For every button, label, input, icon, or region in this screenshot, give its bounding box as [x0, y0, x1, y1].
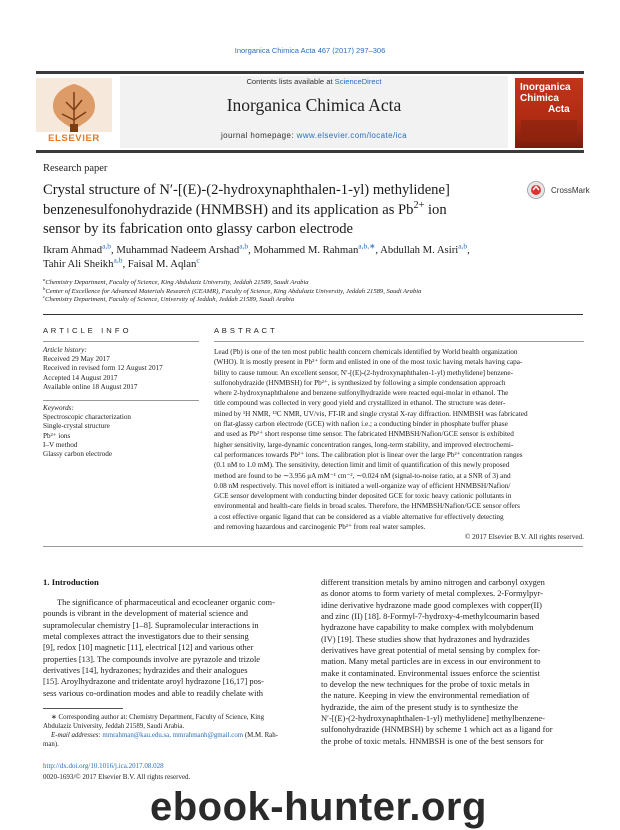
intro-heading: 1. Introduction: [43, 577, 99, 587]
abstract-line: cal performances towards Pb²⁺ ions. The calibration plot is linear over the large Pb²⁺ concentration ranges: [214, 450, 523, 459]
crossmark-label: CrossMark: [551, 185, 590, 195]
abstract-copyright: © 2017 Elsevier B.V. All rights reserved.: [464, 533, 584, 542]
author-sep: ,: [375, 244, 381, 256]
keyword-item: Pb²⁺ ions: [43, 431, 71, 440]
title-line-2a: benzenesulfonohydrazide (HNMBSH) and its application as Pb: [43, 201, 414, 218]
doi-link[interactable]: http://dx.doi.org/10.1016/j.ica.2017.08.028: [43, 762, 164, 770]
abstract-line: and used as Pb²⁺ short response time sensor. The fabricated HNMBSH/Nafion/GCE sensor is exhibited: [214, 430, 514, 439]
author-aff[interactable]: a,b: [458, 241, 468, 251]
abstract-line: GCE sensor development with conducting binder deposited GCE for toxic heavy cationic pollutants in: [214, 492, 512, 501]
intro-line: properties [13]. The compounds involve are pyrazole and trizole: [43, 653, 261, 664]
intro-right-column: [321, 577, 585, 747]
abstract-line: on flat-glassy carbon electrode (GCE) with nafion i.e.; a conducting binder in phosphate buffer phase: [214, 420, 508, 429]
author-aff[interactable]: a,b: [113, 255, 123, 265]
affiliation-letter: a: [43, 276, 46, 282]
homepage-link[interactable]: www.elsevier.com/locate/ica: [296, 131, 408, 140]
intro-line: [9], redox [10] magnetic [11], electrical [12] and various other: [43, 642, 254, 653]
journal-name: Inorganica Chimica Acta: [226, 95, 402, 115]
author-name[interactable]: Ikram Ahmad: [43, 244, 103, 256]
contents-prefix: Contents lists available at: [246, 77, 335, 86]
intro-line: [15]. Aroylhydrazone and tridentate aroyl hydrazone [16,17] pos-: [43, 676, 264, 687]
footnote-email-2: man).: [43, 741, 59, 748]
keyword-item: I–V method: [43, 440, 78, 449]
intro-line: different transition metals by amino nitrogen and carbonyl oxygen: [321, 577, 545, 587]
email-suffix: (M.M. Rah-: [243, 732, 278, 739]
crossmark-badge[interactable]: [527, 181, 590, 199]
affiliation-text: Chemistry Department, Faculty of Science, University of Jeddah, Jeddah 21589, Saudi Arabia: [45, 296, 295, 304]
contents-line: [120, 77, 508, 86]
article-info-heading: A R T I C L E I N F O: [43, 326, 130, 335]
intro-line: pounds is vibrant in the development of material science and: [43, 608, 249, 619]
article-info-rule: [43, 341, 199, 342]
history-item: Available online 18 August 2017: [43, 382, 138, 391]
intro-line: mation. Many metal particles are in excess in our environment to: [321, 656, 541, 667]
homepage-line: [120, 131, 508, 140]
keyword-item: Single-crystal structure: [43, 422, 110, 431]
intro-line: derivatives [14], hydrazones; hydrazides and their analogues: [43, 665, 248, 676]
affiliation-text: Center of Excellence for Advanced Materials Research (CEAMR), Faculty of Science, King Abdulaziz University, Jeddah 21589, Saudi Arabia: [45, 287, 422, 295]
author-list: [43, 243, 583, 271]
article-history: [43, 346, 199, 392]
title-line-2: [43, 201, 513, 221]
keyword-item: Spectroscopic characterization: [43, 413, 132, 422]
intro-line: make it contaminated. Environmental issues enforce the scientist: [321, 667, 540, 678]
email-prefix: E-mail addresses:: [51, 732, 103, 739]
article-type: Research paper: [43, 163, 108, 174]
author-sep: ,: [111, 244, 117, 256]
intro-line: supramolecular chemistry [1–8]. Supramolecular interactions in: [43, 619, 259, 630]
author-aff[interactable]: a,b: [102, 241, 111, 251]
issn-line: 0020-1693/© 2017 Elsevier B.V. All rights reserved.: [43, 773, 191, 781]
abstract-body: [214, 347, 584, 543]
abstract-rule: [214, 341, 584, 342]
intro-line: metal complexes attract the investigators due to their sensing: [43, 631, 249, 642]
intro-line: idine derivative hydrazone made good complexes with copper(II): [321, 599, 542, 610]
header-top-bar: [36, 71, 584, 74]
publisher-name: ELSEVIER: [48, 133, 100, 144]
footnote-rule: [43, 708, 123, 709]
intro-line: derivatives have great potential of metal sensing by complex for-: [321, 645, 541, 656]
abstract-line: title compound was collected in very good yield and crystallized in ethanol. The structure was deter-: [214, 399, 506, 408]
author-line-1: [43, 243, 583, 257]
intro-line: The significance of pharmaceutical and ecocleaner organic com-: [57, 597, 275, 607]
email-links[interactable]: mmrahman@kau.edu.sa, mmrahmanh@gmail.com: [102, 732, 244, 739]
affiliation-item: [43, 285, 583, 297]
author-aff[interactable]: a,b: [239, 241, 249, 251]
cover-graphic: [521, 120, 577, 142]
abstract-line: mined by ¹H NMR, ¹³C NMR, UV/vis, FT-IR and single crystal X-ray diffraction. HNMBSH was fabricated: [214, 409, 528, 418]
author-sep: ,: [122, 258, 128, 270]
abstract-line: environmental and health-care fields in broad scales. Therefore, the HNMBSH/Nafion/GCE sensor offers: [214, 502, 520, 511]
header-bottom-bar: [36, 150, 584, 153]
article-title: [43, 181, 513, 240]
author-name[interactable]: Mohammed M. Rahman: [253, 244, 359, 256]
affiliation-letter: c: [43, 294, 46, 299]
intro-line: the probe of toxic metals. HNMBSH is one of the best sensors for: [321, 735, 544, 746]
journal-cover-thumbnail: [515, 78, 583, 148]
intro-line: hydrazide, the aim of the present study is to synthesize the: [321, 701, 519, 712]
keyword-item: Glassy carbon electrode: [43, 450, 113, 459]
abstract-line: method are found to be ∼3.956 μA mM⁻¹ cm⁻², ∼0.024 nM (signal-to-noise ratio, at a SNR of 3) and: [214, 471, 511, 480]
affiliation-list: [43, 276, 583, 305]
intro-left-column: [43, 597, 305, 699]
cover-title-3: Acta: [548, 104, 570, 115]
intro-line: (IV) [19]. These studies show that hydrazones and hydrazides: [321, 633, 530, 644]
abstract-line: sulfonohydrazide (HNMBSH) for Pb²⁺, is synthesized by following a simple condensation approach: [214, 378, 506, 387]
title-line-3: sensor by its fabrication onto glassy carbon electrode: [43, 221, 354, 237]
history-label: Article history:: [43, 346, 87, 354]
keywords-rule: [43, 400, 199, 401]
intro-line: the nature. Keeping in view the environmental remediation of: [321, 690, 530, 701]
footnote: [43, 713, 305, 749]
title-line-2-sup: 2+: [413, 199, 425, 211]
affiliation-letter: b: [43, 285, 46, 291]
author-name[interactable]: Abdullah M. Asiri: [380, 244, 459, 256]
footnote-email: [43, 731, 305, 740]
abstract-line: where 2-hydroxynaphthalene and benzene sulfonylhydrazide were reacted equi-molar in ethanol. The: [214, 389, 509, 398]
intro-line: and zinc (II) [18]. 8-Formyl-7-hydroxy-4-methylcoumarin based: [321, 611, 540, 622]
watermark-text: ebook-hunter.org: [150, 785, 487, 829]
abstract-line: higher sensitivity, large-dynamic concentration ranges, long-term stability, and improved electrochemi-: [214, 440, 514, 449]
abstract-heading: A B S T R A C T: [214, 326, 276, 335]
journal-header-box: [120, 76, 508, 148]
section-divider: [43, 314, 583, 315]
author-name[interactable]: Tahir Ali Sheikh: [43, 258, 114, 270]
intro-line: as donor atoms to form variety of metal complexes. 2-Formylpyr-: [321, 588, 543, 599]
abstract-line: bility to cause tumour. An excellent sensor, N′-[(E)-(2-hydroxynaphthalen-1-yl) methylidene] benzene-: [214, 368, 514, 377]
history-item: Received in revised form 12 August 2017: [43, 364, 163, 373]
title-line-1: Crystal structure of N′-[(E)-(2-hydroxynaphthalen-1-yl) methylidene]: [43, 182, 450, 198]
abstract-line: 0.08 nM respectively. This novel effort is initiated a well-organize way of efficient HNMBSH/Nafion/: [214, 481, 511, 490]
homepage-prefix: journal homepage:: [220, 131, 297, 140]
cover-title-1: Inorganica: [520, 82, 571, 93]
sciencedirect-link[interactable]: ScienceDirect: [334, 77, 382, 86]
abstract-line: a cost effective organic ligand that can be considered as a viable alternative for effectively detecting: [214, 512, 504, 521]
abstract-line: Lead (Pb) is one of the ten most public health concern chemicals identified by World health organization: [214, 348, 518, 356]
author-line-2: [43, 257, 583, 271]
cover-title-2: Chimica: [520, 93, 559, 104]
affiliation-item: [43, 296, 583, 305]
footnote-corresponding: ∗ Corresponding author at: Chemistry Department, Faculty of Science, King: [51, 714, 265, 721]
author-sep: ,: [248, 244, 254, 256]
intro-line: sulfonohydrazide (HNMBSH) by scheme 1 which act as a ligand for: [321, 724, 553, 735]
journal-reference[interactable]: Inorganica Chimica Acta 467 (2017) 297–306: [234, 46, 386, 55]
abstract-line: (0.1 nM to 1.0 mM). The sensitivity, detection limit and limit of quantification of this newly proposed: [214, 461, 510, 470]
author-name[interactable]: Muhammad Nadeem Arshad: [116, 244, 240, 256]
intro-line: to develop the new techniques for the probe of toxic metals in: [321, 679, 530, 690]
history-item: Received 29 May 2017: [43, 355, 110, 364]
affiliation-text: Chemistry Department, Faculty of Science, King Abdulaziz University, Jeddah 21589, Saudi Arabia: [45, 279, 309, 286]
crossmark-icon: [527, 181, 545, 199]
title-line-2b: ion: [424, 201, 447, 218]
author-aff[interactable]: a,b,∗: [358, 241, 376, 251]
author-sep: ,: [467, 244, 470, 256]
history-item: Accepted 14 August 2017: [43, 373, 118, 382]
intro-line: N′-[(E)-(2-hydroxynaphthalen-1-yl) methylidene] methylbenzene-: [321, 713, 545, 724]
author-name[interactable]: Faisal M. Aqlan: [127, 258, 197, 270]
abstract-line: and removing hazardous and carcinogenic Pb²⁺ from real water samples.: [214, 523, 426, 532]
elsevier-logo: [36, 78, 112, 144]
keywords: [43, 404, 199, 459]
keywords-label: Keywords:: [43, 404, 74, 412]
abstract-bottom-rule: [43, 546, 583, 547]
intro-line: hydrazone have capability to make complex with molybdenum: [321, 622, 534, 633]
author-aff[interactable]: c: [196, 255, 200, 265]
footnote-corresponding-2: Abdulaziz University, Jeddah 21589, Saudi Arabia.: [43, 723, 185, 730]
abstract-line: (WHO). It is mostly present in Pb²⁺ form and enlisted in one of the most toxic having metals having capa-: [214, 358, 523, 367]
intro-line: sess various co-ordination modes and able to readily chelate with: [43, 687, 264, 698]
